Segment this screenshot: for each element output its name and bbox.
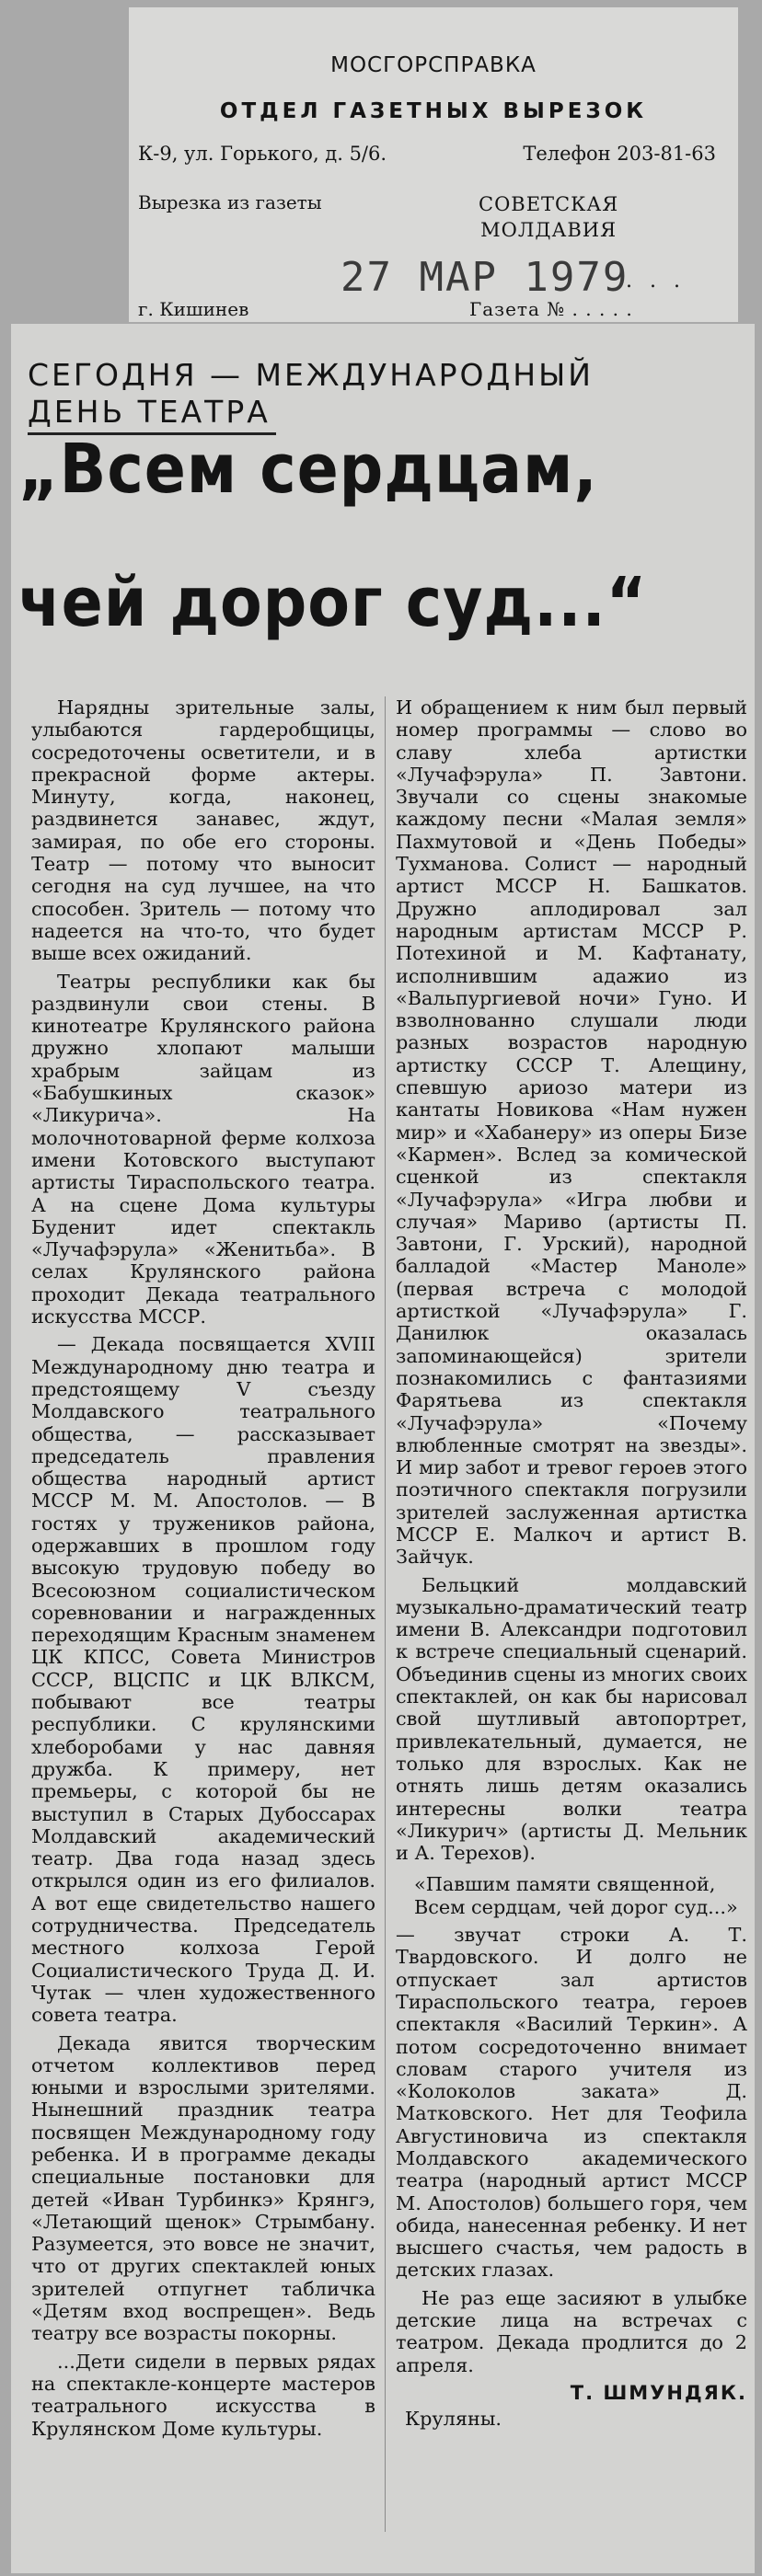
newspaper-name [479, 191, 618, 243]
agency-name: МОСГОРСПРАВКА [330, 53, 537, 77]
article-column-right [396, 696, 747, 2431]
paragraph: Нарядны зрительные залы, улыбаются гардеробщицы, сосредоточены осветители, и в прекрасной форме актеры. Минуту, когда, наконец, раздвинется занавес, ждут, замирая, по обе его стороны. Театр — потому что выносит сегодня на суд лучшее, на что способен. Зритель — потому что надеется на что-то, что будет выше всех ожиданий. [31, 696, 375, 965]
column-divider [385, 696, 386, 2532]
rubric-line1: СЕГОДНЯ — МЕЖДУНАРОДНЫЙ [28, 357, 594, 393]
paragraph: Бельцкий молдавский музыкально-драматический театр имени В. Александри подготовил к встрече специальный сценарий. Объединив сцены из многих своих спектаклей, он как бы нарисовал свой шутливый автопортрет, привлекательный, думается, не только для взрослых. Как не отнять лишь детям оказались интересны волки театра «Ликурич» (артисты Д. Мельник и А. Терехов). [396, 1573, 747, 1865]
dateline-place: Круляны. [405, 2408, 502, 2431]
department-name: ОТДЕЛ ГАЗЕТНЫХ ВЫРЕЗОК [219, 99, 648, 123]
paragraph: Декада явится творческим отчетом коллективов перед юными и взрослыми зрителями. Нынешний праздник театра посвящен Международному году ребенка. И в программе декады специальные постановки для детей «Иван Турбинкэ» Крянгэ, «Летающий щенок» Стрымбану. Разумеется, это вовсе не значит, что от других спектаклей юных зрителей отпугнет табличка «Детям вход воспрещен». Ведь театру все возрасты покорны. [31, 2031, 375, 2345]
rubric-line2: ДЕНЬ ТЕАТРА [28, 394, 271, 430]
date-stamp: 27 МАР 1979 [341, 254, 629, 301]
agency-phone: Телефон 203-81-63 [523, 143, 716, 165]
paragraph: ...Дети сидели в первых рядах на спектакле-концерте мастеров театрального искусства в Крулянском Доме культуры. [31, 2350, 375, 2440]
paragraph: Не раз еще засияют в улыбке детские лица на встречах с театром. Декада продлится до 2 апреля. [396, 2286, 747, 2376]
archive-stamp [129, 7, 738, 322]
paragraph: Театры республики как бы раздвинули свои стены. В кинотеатре Крулянского района дружно хлопают малыши храбрым зайцам из «Бабушкиных сказок» «Ликурича». На молочнотоварной ферме колхоза имени Котовского выступают артисты Тираспольского театра. А на сцене Дома культуры Буденит идет спектакль «Лучафэрула» «Женитьба». В селах Крулянского района проходит Декада театрального искусства МССР. [31, 970, 375, 1328]
author-signature: Т. ШМУНДЯК. [570, 2381, 747, 2404]
newspaper-name-line2: МОЛДАВИЯ [480, 219, 618, 241]
poem-quote: «Павшим памяти священной, Всем сердцам, чей дорог суд...» [414, 1873, 738, 1918]
paragraph: — Декада посвящается XVIII Международному дню театра и предстоящему V съезду Молдавского театрального общества, — рассказывает председатель правления общества народный артист МССР М. М. Апостолов. — В гостях у тружеников района, одержавших в прошлом году высокую трудовую победу во Всесоюзном социалистическом соревновании и награжденных переходящим Красным знаменем ЦК КПСС, Совета Министров СССР, ВЦСПС и ЦК ВЛКСМ, побывают все театры республики. С крулянскими хлеборобами у нас давняя дружба. К примеру, нет премьеры, с которой бы не выступил в Старых Дубоссарах Молдавский академический театр. Два года назад здесь открылся один из его филиалов. А вот еще свидетельство нашего сотрудничества. Председатель местного колхоза Герой Социалистического Труда Д. И. Чутак — член художественного совета театра. [31, 1333, 375, 2027]
headline-line1: „Всем сердцам, [18, 430, 598, 509]
agency-address: К-9, ул. Горького, д. 5/6. [138, 143, 387, 165]
city-label: г. Кишинев [138, 298, 249, 320]
newspaper-name-line1: СОВЕТСКАЯ [479, 193, 619, 215]
newspaper-clipping [11, 324, 755, 2573]
gazette-number-label: Газета № . . . . . [469, 298, 633, 320]
headline-line2: чей дорог суд...“ [18, 563, 648, 642]
paragraph: — звучат строки А. Т. Твардовского. И долго не отпускает зал артистов Тираспольского театра, героев спектакля «Василий Теркин». А потом сосредоточенно внимает словам старого учителя из «Колоколов заката» Д. Матковского. Нет для Теофила Августиновича из спектакля Молдавского академического театра (народный артист МССР М. Апостолов) большего горя, чем обида, нанесенная ребенку. И нет высшего счастья, чем радость в детских глазах. [396, 1924, 747, 2282]
clipping-from-label: Вырезка из газеты [138, 191, 322, 213]
date-dots: . . . [626, 270, 686, 293]
article-column-left [31, 696, 375, 2440]
paragraph: И обращением к ним был первый номер программы — слово во славу хлеба артистки «Лучафэрула» П. Завтони. Звучали со сцены знакомые каждому песни «Малая земля» Пахмутовой и «День Победы» Тухманова. Солист — народный артист МССР Н. Башкатов. Дружно аплодировал зал народным артистам МССР Р. Потехиной и М. Кафтанату, исполнившим адажио из «Вальпургиевой ночи» Гуно. И взволнованно слушали люди разных возрастов народную артистку СССР Т. Алещину, спевшую ариозо матери из кантаты Новикова «Нам нужен мир» и «Хабанеру» из оперы Бизе «Кармен». Вслед за комической сценкой из спектакля «Лучафэрула» «Игра любви и случая» Мариво (артисты П. Завтони, Г. Урский), народной балладой «Мастер Маноле» (первая встреча с молодой артисткой «Лучафэрула» Г. Данилюк оказалась запоминающейся) зрители познакомились с фантазиями Фарятьева из спектакля «Лучафэрула» «Почему влюбленные смотрят на звезды». И мир забот и тревог героев этого поэтичного спектакля погрузили зрителей заслуженная артистка МССР Е. Малкоч и артист В. Зайчук. [396, 696, 747, 1569]
